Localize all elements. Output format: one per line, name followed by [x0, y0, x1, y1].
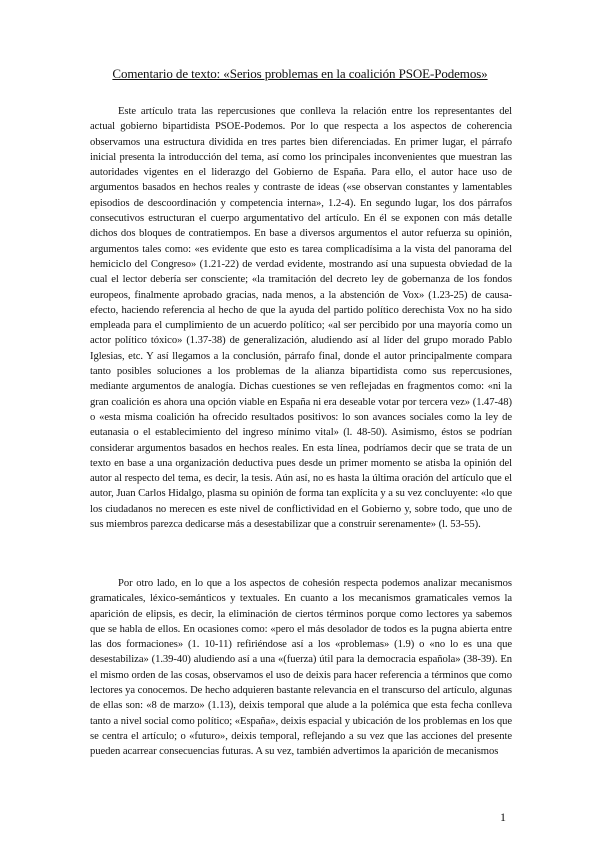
paragraph-cohesion: Por otro lado, en lo que a los aspectos de cohesión respecta podemos analizar mecanismos gramaticales, léxico-semánticos y textuales. En cuanto a los mecanismos gramaticales vemos la aparición de elipsis, es decir, la eliminación de ciertos términos porque como lectores ya sabemos que se habla de ellos. En ocasiones como: «pero el más desolador de todos es la pugna abierta entre las dos formaciones» (1. 10-11) refiriéndose así a los «problemas» (1.9) o «no lo es una que desestabiliza» (1.39-40) aludiendo así a una «(fuerza) útil para la democracia española» (38-39). En el mismo orden de las cosas, observamos el uso de deixis para hacer referencia a términos que como lectores ya conocemos. De hecho adquieren bastante relevancia en el transcurso del artículo, algunas de ellas son: «8 de marzo» (1.13), deixis temporal que alude a la polémica que esta fecha conlleva tanto a nivel social como político; «España», deixis espacial y ubicación de los problemas en los que se centra el artículo; o «futuro», deixis temporal, reflejando a su vez que las acciones del presente pueden acarrear consecuencias futuras. A su vez, también advertimos la aparición de mecanismos	[90, 578, 512, 758]
page-title: Comentario de texto: «Serios problemas en la coalición PSOE-Podemos»	[112, 66, 488, 81]
paragraph-coherence: Este artículo trata las repercusiones que conlleva la relación entre los representantes del actual gobierno bipartidista PSOE-Podemos. Por lo que respecta a los aspectos de coherencia observamos una estructura dividida en tres partes bien diferenciadas. En primer lugar, el párrafo inicial presenta la introducción del tema, así como los principales inconvenientes que muestran las autoridades vigentes en el liderazgo del Gobierno de España. Para ello, el autor hace uso de argumentos basados en hechos reales y contraste de ideas («se observan constantes y lamentables episodios de descoordinación y competencia interna», 1.2-4). En segundo lugar, los dos párrafos consecutivos estructuran el cuerpo argumentativo del artículo. En él se exponen con más detalle dichos dos bloques de contratiempos. En base a diversos argumentos el autor refuerza su opinión, argumentos tales como: «es evidente que esto es tarea complicadísima a la vista del panorama del hemiciclo del Congreso» (1.21-22) de verdad evidente, mostrando así una supuesta obviedad de la cual el lector debería ser consciente; «la tramitación del decreto ley de gobernanza de los fondos europeos, finalmente aprobado gracias, nada menos, a la abstención de Vox» (1.23-25) de causa-efecto, haciendo referencia al hecho de que la ayuda del partido político derechista Vox no ha sido empleada para el cumplimiento de un acuerdo político; «al ser percibido por una mayoría como un actor político tóxico» (1.37-38) de generalización, aludiendo así al líder del grupo morado Pablo Iglesias, etc. Y así llegamos a la conclusión, párrafo final, donde el autor principalmente compara tanto posibles soluciones a los problemas de la alianza bipartidista como sus repercusiones, mediante argumentos de analogía. Dichas cuestiones se ven reflejadas en fragmentos como: «ni la gran coalición es ahora una opción viable en España ni era deseable votar por tercera vez» (1.47-48) o «esta misma coalición ha ofrecido resultados positivos: lo son avances sociales como la ley de eutanasia o el establecimiento del ingreso mínimo vital» (l. 48-50). Asimismo, éstos se podrían considerar argumentos basados en hechos reales. En esta línea, podríamos decir que se trata de un texto en base a una organización deductiva pues desde un primer momento se atisba la opinión del autor al respecto del tema, es decir, la tesis. Aún así, no es hasta la última oración del artículo que el autor, Juan Carlos Hidalgo, plasma su opinión de forma tan explícita y a su vez concluyente: «lo que los ciudadanos no merecen es este nivel de conflictividad en el Gobierno y, sobre todo, que uno de sus miembros parezca dedicarse más a desestabilizar que a construir serenamente» (l. 53-55).	[90, 106, 512, 531]
page-number: 1	[500, 810, 506, 824]
